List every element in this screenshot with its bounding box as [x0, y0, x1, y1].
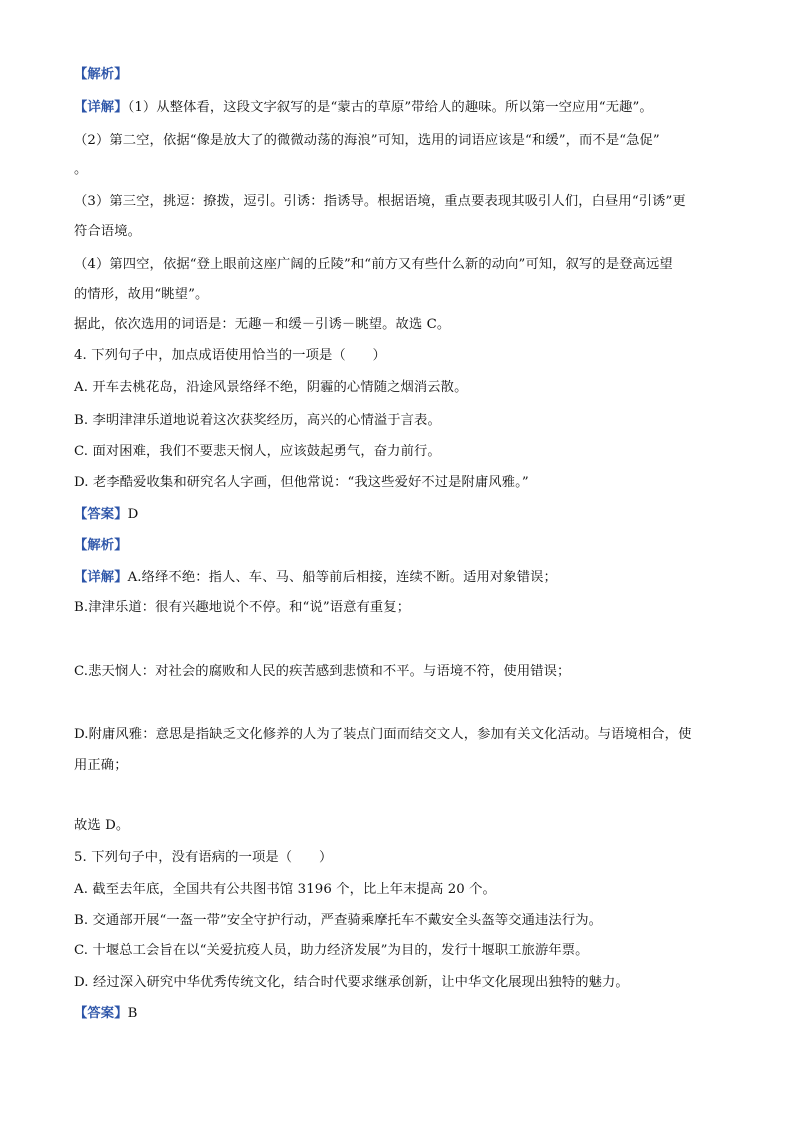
detail-line: 【详解】A.络绎不绝：指人、车、马、船等前后相接，连续不断。适用对象错误；	[74, 570, 557, 585]
question-4-answer: 【答案】D	[74, 507, 139, 522]
detail-line: 的情形，故用“眺望”。	[74, 287, 209, 302]
question-4-option-a: A. 开车去桃花岛，沿途风景络绎不绝，阴霾的心情随之烟消云散。	[74, 380, 468, 395]
detail-line: 符合语境。	[74, 224, 141, 239]
question-5-stem: 5. 下列句子中，没有语病的一项是（ ）	[74, 850, 333, 865]
section-label-analysis: 【解析】	[74, 67, 128, 82]
question-4-stem: 4. 下列句子中，加点成语使用恰当的一项是（ ）	[74, 348, 386, 363]
detail-line: 【详解】（1）从整体看，这段文字叙写的是“蒙古的草原”带给人的趣味。所以第一空应用“无趣”。	[74, 100, 653, 115]
detail-line: （4）第四空，依据“登上眼前这座广阔的丘陵”和“前方又有些什么新的动向”可知，叙写的是登高远望	[74, 257, 673, 272]
detail-line: C.悲天悯人：对社会的腐败和人民的疾苦感到悲愤和不平。与语境不符，使用错误；	[74, 664, 571, 679]
detail-line: （2）第二空，依据“像是放大了的微微动荡的海浪”可知，选用的词语应该是“和缓”，而不是“急促”	[74, 133, 660, 148]
question-4-option-c: C. 面对困难，我们不要悲天悯人，应该鼓起勇气，奋力前行。	[74, 444, 441, 459]
detail-line: 。	[74, 162, 88, 177]
conclusion-line: 据此，依次选用的词语是：无趣－和缓－引诱－眺望。故选 C。	[74, 317, 451, 332]
section-label-analysis: 【解析】	[74, 538, 128, 553]
question-5-option-c: C. 十堰总工会旨在以“关爱抗疫人员，助力经济发展”为目的，发行十堰职工旅游年票。	[74, 943, 589, 958]
conclusion-line: 故选 D。	[74, 818, 130, 833]
detail-line: （3）第三空，挑逗：撩拨，逗引。引诱：指诱导。根据语境，重点要表现其吸引人们，白昼用“引诱”更	[74, 194, 686, 209]
question-5-answer: 【答案】B	[74, 1006, 138, 1021]
detail-line: D.附庸风雅：意思是指缺乏文化修养的人为了装点门面而结交文人，参加有关文化活动。与语境相合，使	[74, 727, 692, 742]
question-5-option-d: D. 经过深入研究中华优秀传统文化，结合时代要求继承创新，让中华文化展现出独特的魅力。	[74, 975, 629, 990]
question-5-option-a: A. 截至去年底，全国共有公共图书馆 3196 个，比上年末提高 20 个。	[74, 882, 496, 897]
detail-line: 用正确；	[74, 758, 128, 773]
question-4-option-d: D. 老李酷爱收集和研究名人字画，但他常说：“我这些爱好不过是附庸风雅。”	[74, 475, 529, 490]
question-5-option-b: B. 交通部开展“一盔一带”安全守护行动，严查骑乘摩托车不戴安全头盔等交通违法行为。	[74, 913, 603, 928]
question-4-option-b: B. 李明津津乐道地说着这次获奖经历，高兴的心情溢于言表。	[74, 413, 441, 428]
detail-line: B.津津乐道：很有兴趣地说个不停。和“说”语意有重复；	[74, 600, 411, 615]
